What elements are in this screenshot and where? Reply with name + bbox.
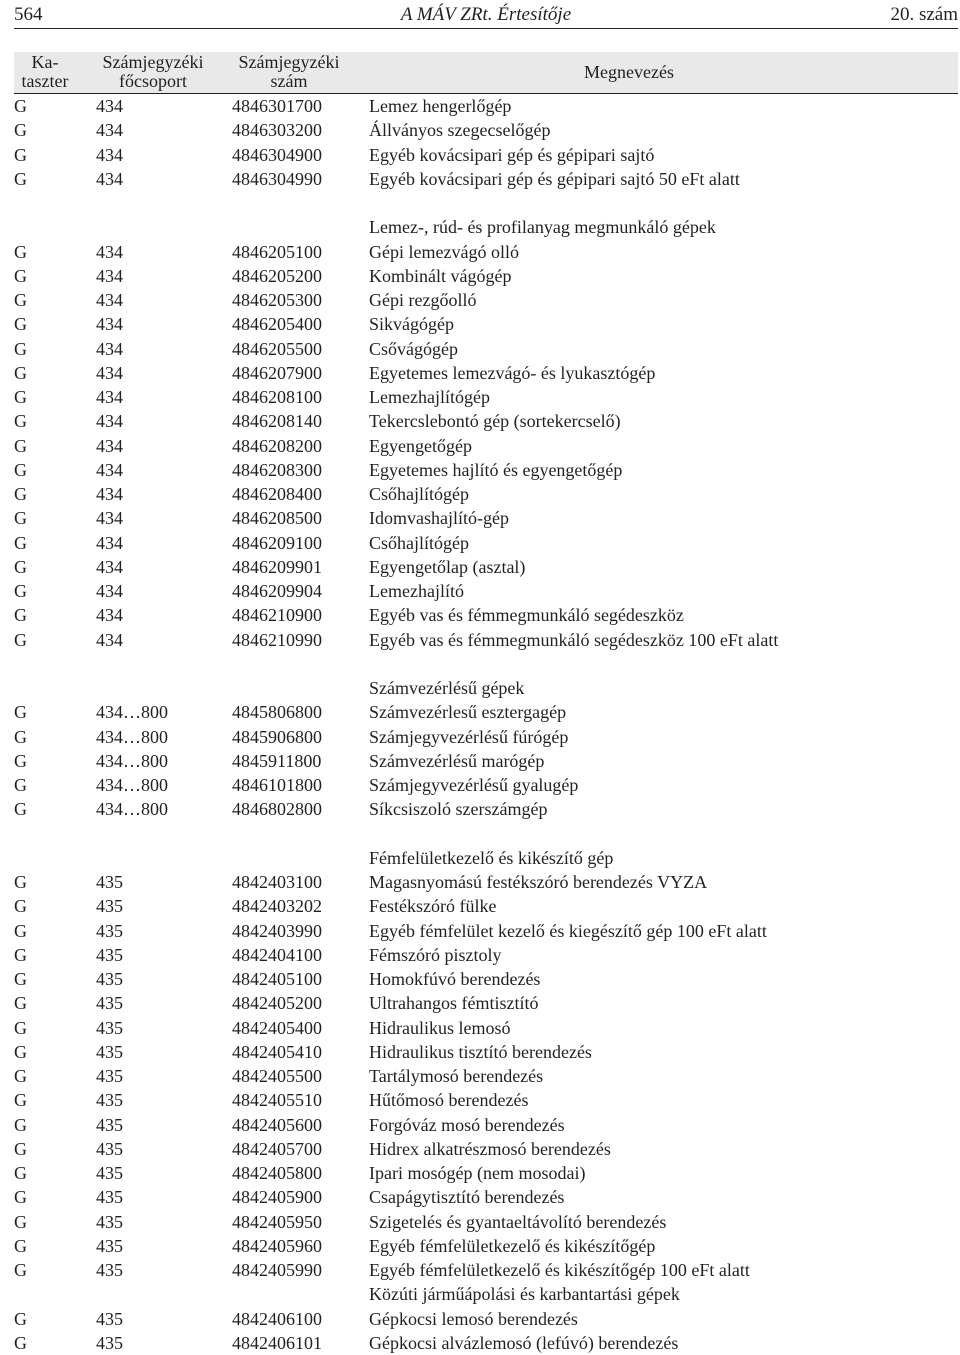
row-szam: 4842405960 — [232, 1235, 322, 1256]
row-szam: 4842405100 — [232, 969, 322, 989]
row-szam: 4846205300 — [232, 290, 322, 310]
row-kataszter: G — [14, 1114, 27, 1135]
row-megnevezes: Egyéb fémfelület kezelő és kiegészítő gép 100 eFt alatt — [369, 920, 767, 941]
row-szam: 4846303200 — [232, 120, 322, 141]
table-row — [14, 797, 958, 821]
table-row — [14, 1234, 958, 1258]
row-focsoport: 434 — [96, 338, 123, 359]
row-szam: 4846304900 — [232, 144, 322, 165]
table-row — [14, 531, 958, 555]
row-focsoport: 434 — [96, 168, 123, 189]
row-kataszter: G — [14, 144, 27, 165]
row-szam: 4846205100 — [232, 241, 322, 262]
row-megnevezes: Egyengetőlap (asztal) — [369, 556, 526, 577]
table-row — [14, 361, 958, 385]
row-focsoport: 435 — [96, 969, 123, 989]
row-kataszter: G — [14, 702, 27, 723]
row-kataszter: G — [14, 993, 27, 1014]
row-megnevezes: Közúti járműápolási és karbantartási gépek — [369, 1284, 680, 1305]
table-row — [14, 1016, 958, 1040]
row-megnevezes: Kombinált vágógép — [369, 265, 512, 286]
row-szam: 4842405200 — [232, 993, 322, 1014]
row-kataszter: G — [14, 605, 27, 626]
table-row — [14, 579, 958, 603]
row-megnevezes: Csőhajlítógép — [369, 532, 469, 553]
row-megnevezes: Tekercslebontó gép (sortekercselő) — [369, 411, 621, 432]
row-focsoport: 435 — [96, 1138, 123, 1159]
row-kataszter: G — [14, 629, 27, 650]
journal-title: A MÁV ZRt. Értesítője — [400, 4, 572, 25]
row-szam: 4842405600 — [232, 1114, 322, 1135]
table-row — [14, 312, 958, 336]
issue-number: 20. szám — [890, 4, 958, 25]
row-kataszter: G — [14, 338, 27, 359]
column-header-focsoport: Számjegyzéki főcsoport — [102, 52, 204, 91]
row-megnevezes: Számjegyvezérlésű fúrógép — [369, 726, 569, 747]
row-kataszter: G — [14, 241, 27, 262]
row-kataszter: G — [14, 872, 27, 892]
row-kataszter: G — [14, 459, 27, 480]
row-focsoport: 434 — [96, 629, 123, 650]
table-header — [14, 52, 958, 94]
row-szam: 4846101800 — [232, 775, 322, 795]
row-kataszter: G — [14, 290, 27, 310]
row-kataszter: G — [14, 1211, 27, 1232]
page-header — [14, 2, 958, 29]
row-megnevezes: Gépkocsi lemosó berendezés — [369, 1308, 578, 1329]
row-szam: 4842405900 — [232, 1187, 322, 1208]
table-row — [14, 1307, 958, 1331]
row-megnevezes: Egyetemes lemezvágó- és lyukasztógép — [369, 362, 656, 383]
row-megnevezes: Lemezhajlítógép — [369, 387, 490, 407]
row-megnevezes: Állványos szegecselőgép — [369, 120, 551, 141]
row-szam: 4845906800 — [232, 726, 322, 747]
row-focsoport: 435 — [96, 1308, 123, 1329]
row-focsoport: 435 — [96, 993, 123, 1014]
row-focsoport: 434 — [96, 581, 123, 601]
row-szam: 4842405990 — [232, 1260, 322, 1280]
row-szam: 4846208100 — [232, 387, 322, 407]
row-megnevezes: Egyéb kovácsipari gép és gépipari sajtó 50 eFt alatt — [369, 168, 740, 189]
table-row — [14, 482, 958, 506]
table-row — [14, 337, 958, 361]
row-szam: 4846208140 — [232, 411, 322, 432]
row-megnevezes: Számvezérlesű esztergagép — [369, 702, 567, 723]
row-szam: 4846301700 — [232, 96, 322, 116]
table-row — [14, 240, 958, 264]
table-row — [14, 1040, 958, 1064]
table-row — [14, 1331, 958, 1355]
row-megnevezes: Egyengetőgép — [369, 435, 472, 456]
row-kataszter: G — [14, 168, 27, 189]
row-szam: 4846208200 — [232, 435, 322, 456]
row-focsoport: 435 — [96, 1114, 123, 1135]
row-megnevezes: Gépi lemezvágó olló — [369, 241, 519, 262]
row-kataszter: G — [14, 556, 27, 577]
row-kataszter: G — [14, 411, 27, 432]
row-kataszter: G — [14, 435, 27, 456]
row-megnevezes: Egyéb fémfelületkezelő és kikészítőgép 100 eFt alatt — [369, 1260, 750, 1280]
row-szam: 4846210900 — [232, 605, 322, 626]
table-row — [14, 555, 958, 579]
table-row — [14, 1210, 958, 1234]
row-megnevezes: Fémfelületkezelő és kikészítő gép — [369, 847, 614, 868]
row-kataszter: G — [14, 484, 27, 504]
row-megnevezes: Ultrahangos fémtisztító — [369, 993, 539, 1014]
row-kataszter: G — [14, 1041, 27, 1062]
row-kataszter: G — [14, 1017, 27, 1038]
table-row — [14, 215, 958, 239]
column-header-kataszter: Ka- taszter — [21, 52, 69, 91]
row-kataszter: G — [14, 1308, 27, 1329]
row-kataszter: G — [14, 920, 27, 941]
row-kataszter: G — [14, 726, 27, 747]
row-focsoport: 435 — [96, 1066, 123, 1086]
table-row — [14, 846, 958, 870]
table-row — [14, 919, 958, 943]
row-szam: 4845911800 — [232, 750, 322, 771]
row-kataszter: G — [14, 750, 27, 771]
row-kataszter: G — [14, 944, 27, 965]
row-megnevezes: Hidrex alkatrészmosó berendezés — [369, 1138, 611, 1159]
row-szam: 4846304990 — [232, 168, 322, 189]
row-megnevezes: Csővágógép — [369, 338, 458, 359]
table-row — [14, 773, 958, 797]
row-kataszter: G — [14, 1138, 27, 1159]
row-focsoport: 434 — [96, 387, 123, 407]
table-row — [14, 991, 958, 1015]
row-szam: 4846209904 — [232, 581, 322, 601]
row-szam: 4846208400 — [232, 484, 322, 504]
row-kataszter: G — [14, 1187, 27, 1208]
row-kataszter: G — [14, 265, 27, 286]
row-focsoport: 435 — [96, 1211, 123, 1232]
table-row — [14, 143, 958, 167]
row-szam: 4842403202 — [232, 896, 322, 917]
row-kataszter: G — [14, 1235, 27, 1256]
row-focsoport: 435 — [96, 1187, 123, 1208]
table-row — [14, 288, 958, 312]
row-megnevezes: Számvezérlésű gépek — [369, 678, 525, 698]
row-megnevezes: Számvezérlésű marógép — [369, 750, 545, 771]
row-focsoport: 434…800 — [96, 750, 168, 771]
row-focsoport: 434 — [96, 484, 123, 504]
row-szam: 4842405410 — [232, 1041, 322, 1062]
row-focsoport: 434 — [96, 241, 123, 262]
row-megnevezes: Festékszóró fülke — [369, 896, 497, 917]
row-megnevezes: Számjegyvezérlésű gyalugép — [369, 775, 579, 795]
row-megnevezes: Lemez-, rúd- és profilanyag megmunkáló gépek — [369, 217, 716, 238]
row-kataszter: G — [14, 96, 27, 116]
row-szam: 4842406101 — [232, 1332, 322, 1353]
row-megnevezes: Forgóváz mosó berendezés — [369, 1114, 565, 1135]
table-row — [14, 264, 958, 288]
row-megnevezes: Lemezhajlító — [369, 581, 464, 601]
row-szam: 4846209901 — [232, 556, 322, 577]
row-szam: 4846205200 — [232, 265, 322, 286]
row-kataszter: G — [14, 120, 27, 141]
table-row — [14, 700, 958, 724]
column-header-megnevezes: Megnevezés — [584, 62, 674, 82]
row-kataszter: G — [14, 581, 27, 601]
table-row — [14, 652, 958, 676]
row-megnevezes: Gépi rezgőolló — [369, 290, 477, 310]
table-row — [14, 943, 958, 967]
row-kataszter: G — [14, 1066, 27, 1086]
row-szam: 4842405800 — [232, 1163, 322, 1183]
table-row — [14, 1282, 958, 1306]
row-megnevezes: Egyetemes hajlító és egyengetőgép — [369, 459, 623, 480]
table-row — [14, 458, 958, 482]
row-megnevezes: Gépkocsi alvázlemosó (lefúvó) berendezés — [369, 1332, 679, 1353]
column-header-szam: Számjegyzéki szám — [238, 52, 340, 91]
table-row — [14, 191, 958, 215]
row-szam: 4846207900 — [232, 362, 322, 383]
row-focsoport: 434 — [96, 120, 123, 141]
row-focsoport: 434 — [96, 96, 123, 116]
row-kataszter: G — [14, 387, 27, 407]
row-megnevezes: Magasnyomású festékszóró berendezés VYZA — [369, 872, 708, 892]
row-szam: 4846210990 — [232, 629, 322, 650]
row-focsoport: 434 — [96, 459, 123, 480]
row-szam: 4842406100 — [232, 1308, 322, 1329]
row-megnevezes: Hidraulikus tisztító berendezés — [369, 1041, 592, 1062]
row-kataszter: G — [14, 1260, 27, 1280]
row-megnevezes: Hidraulikus lemosó — [369, 1017, 511, 1038]
row-szam: 4842403990 — [232, 920, 322, 941]
row-focsoport: 434 — [96, 605, 123, 626]
row-megnevezes: Hűtőmosó berendezés — [369, 1090, 529, 1111]
table-row — [14, 603, 958, 627]
row-megnevezes: Egyéb vas és fémmegmunkáló segédeszköz — [369, 605, 684, 626]
row-kataszter: G — [14, 508, 27, 529]
row-megnevezes: Homokfúvó berendezés — [369, 969, 541, 989]
table-row — [14, 967, 958, 991]
row-focsoport: 434 — [96, 532, 123, 553]
row-szam: 4846205400 — [232, 314, 322, 335]
table-row — [14, 1258, 958, 1282]
row-kataszter: G — [14, 896, 27, 917]
row-megnevezes: Lemez hengerlőgép — [369, 96, 512, 116]
row-focsoport: 434…800 — [96, 775, 168, 795]
table-row — [14, 409, 958, 433]
table-row — [14, 385, 958, 409]
row-szam: 4846208300 — [232, 459, 322, 480]
row-focsoport: 434 — [96, 362, 123, 383]
row-kataszter: G — [14, 775, 27, 795]
row-focsoport: 435 — [96, 896, 123, 917]
row-focsoport: 434 — [96, 144, 123, 165]
table-row — [14, 870, 958, 894]
table-row — [14, 822, 958, 846]
row-szam: 4846208500 — [232, 508, 322, 529]
row-megnevezes: Egyéb fémfelületkezelő és kikészítőgép — [369, 1235, 656, 1256]
row-szam: 4842405500 — [232, 1066, 322, 1086]
row-focsoport: 434…800 — [96, 726, 168, 747]
table-row — [14, 628, 958, 652]
table-row — [14, 1137, 958, 1161]
row-megnevezes: Egyéb vas és fémmegmunkáló segédeszköz 100 eFt alatt — [369, 629, 779, 650]
row-focsoport: 435 — [96, 1017, 123, 1038]
row-kataszter: G — [14, 362, 27, 383]
row-focsoport: 434 — [96, 265, 123, 286]
row-megnevezes: Egyéb kovácsipari gép és gépipari sajtó — [369, 144, 655, 165]
row-kataszter: G — [14, 1163, 27, 1183]
row-focsoport: 434…800 — [96, 702, 168, 723]
row-megnevezes: Ipari mosógép (nem mosodai) — [369, 1163, 586, 1183]
table-row — [14, 1185, 958, 1209]
row-szam: 4846802800 — [232, 799, 322, 820]
table-row — [14, 118, 958, 142]
row-megnevezes: Tartálymosó berendezés — [369, 1066, 544, 1086]
page-number: 564 — [14, 4, 43, 25]
table-row — [14, 725, 958, 749]
table-row — [14, 1113, 958, 1137]
row-szam: 4846205500 — [232, 338, 322, 359]
row-focsoport: 435 — [96, 1332, 123, 1353]
row-kataszter: G — [14, 969, 27, 989]
row-megnevezes: Fémszóró pisztoly — [369, 944, 502, 965]
row-kataszter: G — [14, 314, 27, 335]
row-kataszter: G — [14, 1090, 27, 1111]
row-focsoport: 434 — [96, 508, 123, 529]
table-row — [14, 1161, 958, 1185]
table-row — [14, 1064, 958, 1088]
row-focsoport: 434 — [96, 290, 123, 310]
row-szam: 4842403100 — [232, 872, 322, 892]
row-focsoport: 434 — [96, 314, 123, 335]
table-row — [14, 506, 958, 530]
row-megnevezes: Sikvágógép — [369, 314, 454, 335]
row-megnevezes: Síkcsiszoló szerszámgép — [369, 799, 548, 820]
table-row — [14, 94, 958, 118]
row-kataszter: G — [14, 1332, 27, 1353]
table-row — [14, 167, 958, 191]
row-megnevezes: Csőhajlítógép — [369, 484, 469, 504]
row-focsoport: 435 — [96, 1260, 123, 1280]
table-row — [14, 894, 958, 918]
row-szam: 4842404100 — [232, 944, 322, 965]
row-megnevezes: Csapágytisztító berendezés — [369, 1187, 565, 1208]
row-szam: 4842405950 — [232, 1211, 322, 1232]
row-szam: 4842405700 — [232, 1138, 322, 1159]
table-row — [14, 1088, 958, 1112]
table-body — [14, 94, 958, 1355]
row-szam: 4846209100 — [232, 532, 322, 553]
row-focsoport: 435 — [96, 944, 123, 965]
row-focsoport: 434 — [96, 556, 123, 577]
row-kataszter: G — [14, 799, 27, 820]
row-focsoport: 434 — [96, 411, 123, 432]
row-focsoport: 435 — [96, 920, 123, 941]
row-focsoport: 434…800 — [96, 799, 168, 820]
row-focsoport: 435 — [96, 1041, 123, 1062]
row-megnevezes: Idomvashajlító-gép — [369, 508, 509, 529]
row-szam: 4845806800 — [232, 702, 322, 723]
row-szam: 4842405510 — [232, 1090, 322, 1111]
row-szam: 4842405400 — [232, 1017, 322, 1038]
row-focsoport: 435 — [96, 1163, 123, 1183]
table-row — [14, 749, 958, 773]
row-focsoport: 435 — [96, 1090, 123, 1111]
row-megnevezes: Szigetelés és gyantaeltávolító berendezés — [369, 1211, 667, 1232]
row-kataszter: G — [14, 532, 27, 553]
table-row — [14, 434, 958, 458]
row-focsoport: 435 — [96, 1235, 123, 1256]
row-focsoport: 435 — [96, 872, 123, 892]
table-row — [14, 676, 958, 700]
row-focsoport: 434 — [96, 435, 123, 456]
